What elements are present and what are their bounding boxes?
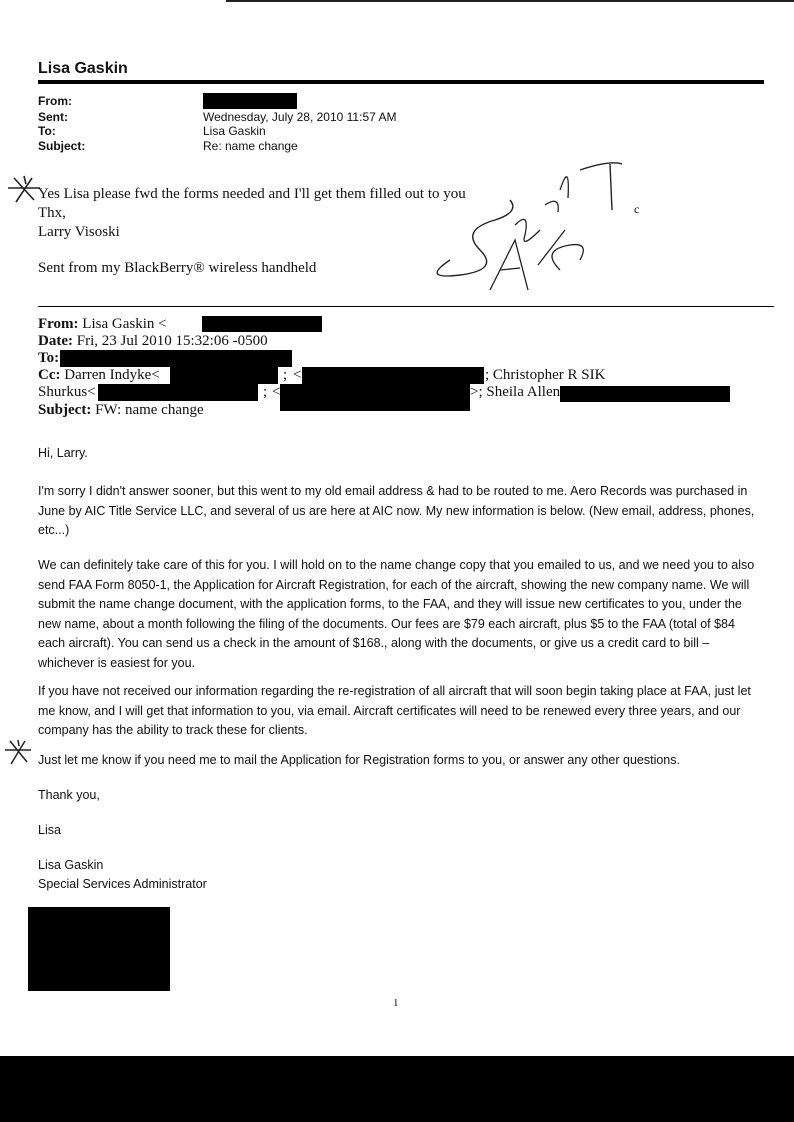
redaction-cc-2 bbox=[302, 367, 484, 384]
fwd-cc-part3: >; Sheila Allen bbox=[470, 384, 561, 400]
fwd-date-value: Fri, 23 Jul 2010 15:32:06 -0500 bbox=[76, 333, 268, 349]
body-sign-first: Lisa bbox=[38, 823, 61, 837]
fwd-subject-label: Subject: bbox=[38, 402, 92, 418]
redaction-cc-1 bbox=[170, 367, 278, 384]
fwd-cc-sep1: ; bbox=[283, 367, 288, 383]
fwd-cc-line-1 bbox=[38, 367, 160, 384]
top-rule bbox=[226, 0, 794, 2]
reply-line-2: Thx, bbox=[38, 205, 66, 221]
body-greeting: Hi, Larry. bbox=[38, 446, 88, 460]
sent-label: Sent: bbox=[38, 110, 68, 124]
fwd-cc-part2: ; Christopher R SIK bbox=[485, 367, 606, 383]
fwd-cc-lt: < bbox=[293, 367, 302, 383]
fwd-subject-line bbox=[38, 402, 204, 419]
subject-value: Re: name change bbox=[203, 139, 298, 153]
redaction-cc-5 bbox=[560, 386, 730, 402]
fwd-from-label: From: bbox=[38, 316, 79, 332]
page-number: 1 bbox=[393, 997, 399, 1009]
body-paragraph-3: If you have not received our information regarding the re-registration of all aircraft that will soon begin taking place at FAA, just let me know, and I will get that information to you, via email. Aircraft certificates will need to be renewed every three years, and our company has the ability to track these for clients. bbox=[38, 684, 751, 737]
to-value: Lisa Gaskin bbox=[203, 124, 266, 138]
fwd-cc-label: Cc: bbox=[38, 367, 61, 383]
fwd-to-line bbox=[38, 350, 59, 367]
signature-title: Special Services Administrator bbox=[38, 877, 207, 891]
fwd-from-value: Lisa Gaskin < bbox=[82, 316, 167, 332]
sent-value: Wednesday, July 28, 2010 11:57 AM bbox=[203, 110, 397, 124]
bottom-scan-band bbox=[0, 1056, 794, 1122]
body-paragraph-4: Just let me know if you need me to mail the Application for Registration forms to you, or answer any other questions. bbox=[38, 753, 680, 767]
handwriting-stray-mark: c bbox=[634, 202, 640, 216]
to-label: To: bbox=[38, 124, 56, 138]
body-thanks: Thank you, bbox=[38, 788, 100, 802]
reply-line-3: Larry Visoski bbox=[38, 224, 120, 240]
from-label: From: bbox=[38, 94, 72, 108]
fwd-cc-sep2: ; bbox=[263, 384, 268, 400]
redaction-cc-4 bbox=[280, 384, 470, 411]
owner-rule bbox=[38, 80, 764, 84]
subject-label: Subject: bbox=[38, 139, 86, 153]
fwd-from-line bbox=[38, 316, 167, 333]
fwd-date-label: Date: bbox=[38, 333, 73, 349]
reply-line-1: Yes Lisa please fwd the forms needed and I'll get them filled out to you bbox=[38, 186, 466, 202]
document-owner-name: Lisa Gaskin bbox=[38, 60, 128, 77]
redaction-fwd-to bbox=[60, 350, 292, 367]
signature-name: Lisa Gaskin bbox=[38, 858, 104, 872]
redaction-cc-3 bbox=[98, 384, 258, 401]
body-paragraph-2: We can definitely take care of this for you. I will hold on to the name change copy that you emailed to us, and we need you to also send FAA Form 8050-1, the Application for Aircraft Registration, for each of the aircraft, showing the new company name. We will submit the name change document, with the application forms, to the FAA, and they will issue new certificates to you, under the new name, about a month following the filing of the documents. Our fees are $79 each aircraft, plus $5 to the FAA (total of $84 each aircraft). You can send us a check in the amount of $168., along with the documents, or give us a credit card to bill – whichever is easiest for you. bbox=[38, 558, 755, 670]
forward-separator bbox=[38, 306, 774, 307]
fwd-cc-part1: Darren Indyke< bbox=[64, 367, 160, 383]
redaction-fwd-from bbox=[202, 316, 322, 332]
fwd-cc-lt2: < bbox=[272, 384, 281, 400]
reply-line-4: Sent from my BlackBerry® wireless handheld bbox=[38, 260, 317, 276]
redaction-signature-block bbox=[28, 907, 170, 991]
body-paragraph-1: I'm sorry I didn't answer sooner, but this went to my old email address & had to be routed to me. Aero Records was purchased in June by AIC Title Service LLC, and several of us are here at AIC now. My new information is below. (New email, address, phones, etc...) bbox=[38, 484, 755, 537]
handwritten-annotation-icon bbox=[420, 150, 660, 300]
fwd-cc-line-2: Shurkus< bbox=[38, 384, 96, 400]
fwd-to-label: To: bbox=[38, 350, 60, 366]
fwd-subject-value: FW: name change bbox=[95, 402, 204, 418]
fwd-date-line bbox=[38, 333, 268, 350]
handwritten-star-icon bbox=[2, 738, 34, 766]
redaction-from bbox=[203, 93, 297, 109]
